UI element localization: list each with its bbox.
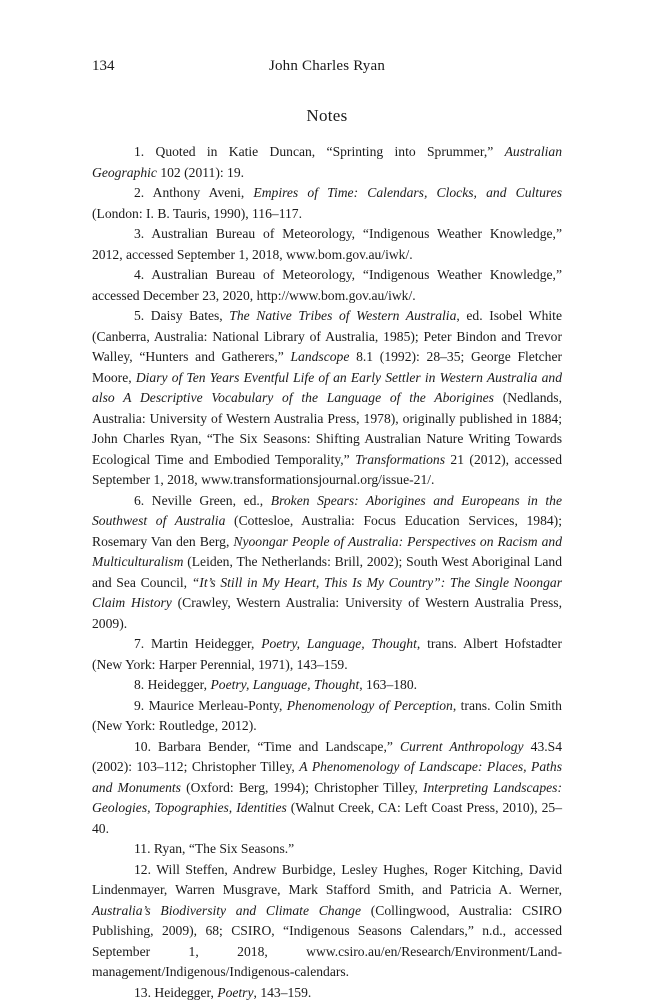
- note-italic-text: Phenomenology of Perception: [287, 698, 453, 713]
- note-text: 8.1 (1992): 28–35; George Fletcher Moore,: [92, 349, 562, 385]
- note-text: (Collingwood, Australia: CSIRO Publishing, 2009), 68; CSIRO, “Indigenous Seasons Calendars,” n.d., accessed September 1, 2018, www.csiro.au/en/Research/Environment/Land-management/Indigenous/Indigenous-calendars.: [92, 903, 562, 980]
- running-head: John Charles Ryan: [92, 58, 562, 75]
- note-4: [92, 265, 562, 306]
- note-text: 12. Will Steffen, Andrew Burbidge, Lesley Hughes, Roger Kitching, David Lindenmayer, Warren Musgrave, Mark Stafford Smith, and Patricia A. Werner,: [92, 862, 562, 898]
- note-text: , trans. Albert Hofstadter (New York: Harper Perennial, 1971), 143–159.: [92, 636, 562, 672]
- note-text: 8. Heidegger,: [134, 677, 210, 692]
- note-italic-text: Landscope: [290, 349, 349, 364]
- note-text: 11. Ryan, “The Six Seasons.”: [134, 841, 294, 856]
- note-italic-text: The Native Tribes of Western Australia: [229, 308, 456, 323]
- note-3: [92, 224, 562, 265]
- note-text: (Crawley, Western Australia: University of Western Australia Press, 2009).: [92, 595, 562, 631]
- page-number: 134: [92, 58, 115, 75]
- note-text: , trans. Colin Smith (New York: Routledge, 2012).: [92, 698, 562, 734]
- note-text: , 143–159.: [254, 985, 312, 1000]
- note-text: (Nedlands, Australia: University of Western Australia Press, 1978), originally published in 1884; John Charles Ryan, “The Six Seasons: Shifting Australian Nature Writing Towards Ecological Time and Embodied Temporality,”: [92, 390, 562, 467]
- note-text: 102 (2011): 19.: [157, 165, 244, 180]
- note-text: 9. Maurice Merleau-Ponty,: [134, 698, 287, 713]
- note-italic-text: Diary of Ten Years Eventful Life of an Early Settler in Western Australia and also A Descriptive Vocabulary of the Language of the Aborigines: [92, 370, 562, 406]
- note-italic-text: Broken Spears: Aborigines and Europeans in the Southwest of Australia: [92, 493, 562, 529]
- note-italic-text: Interpreting Landscapes: Geologies, Topographies, Identities: [92, 780, 562, 816]
- note-italic-text: Australia’s Biodiversity and Climate Change: [92, 903, 361, 918]
- note-text: 10. Barbara Bender, “Time and Landscape,”: [134, 739, 400, 754]
- note-italic-text: Poetry, Language, Thought: [210, 677, 359, 692]
- note-italic-text: Current Anthropology: [400, 739, 524, 754]
- note-11: [92, 839, 562, 860]
- note-13: [92, 983, 562, 1003]
- note-6: [92, 491, 562, 635]
- note-text: (London: I. B. Tauris, 1990), 116–117.: [92, 206, 302, 221]
- note-text: 5. Daisy Bates,: [134, 308, 229, 323]
- note-italic-text: Nyoongar People of Australia: Perspectives on Racism and Multiculturalism: [92, 534, 562, 570]
- note-9: [92, 696, 562, 737]
- note-7: [92, 634, 562, 675]
- note-text: 6. Neville Green, ed.,: [134, 493, 271, 508]
- note-text: , ed. Isobel White (Canberra, Australia: National Library of Australia, 1985); Peter Bindon and Trevor Walley, “Hunters and Gatherers,”: [92, 308, 562, 364]
- note-italic-text: Empires of Time: Calendars, Clocks, and Cultures: [253, 185, 562, 200]
- note-8: [92, 675, 562, 696]
- note-italic-text: Australian Geographic: [92, 144, 562, 180]
- note-text: 7. Martin Heidegger,: [134, 636, 261, 651]
- section-title: Notes: [92, 106, 562, 126]
- note-text: 2. Anthony Aveni,: [134, 185, 253, 200]
- note-text: (Oxford: Berg, 1994); Christopher Tilley,: [181, 780, 423, 795]
- note-text: 43.S4 (2002): 103–112; Christopher Tilley,: [92, 739, 562, 775]
- note-text: (Walnut Creek, CA: Left Coast Press, 2010), 25–40.: [92, 800, 562, 836]
- note-12: [92, 860, 562, 983]
- note-text: 4. Australian Bureau of Meteorology, “Indigenous Weather Knowledge,” accessed December 23, 2020, http://www.bom.gov.au/iwk/.: [92, 267, 562, 303]
- note-italic-text: Poetry: [217, 985, 253, 1000]
- note-text: 3. Australian Bureau of Meteorology, “Indigenous Weather Knowledge,” 2012, accessed September 1, 2018, www.bom.gov.au/iwk/.: [92, 226, 562, 262]
- note-text: (Leiden, The Netherlands: Brill, 2002); South West Aboriginal Land and Sea Council,: [92, 554, 562, 590]
- note-italic-text: A Phenomenology of Landscape: Places, Paths and Monuments: [92, 759, 562, 795]
- notes-list: [92, 142, 562, 1003]
- note-1: [92, 142, 562, 183]
- note-10: [92, 737, 562, 840]
- note-5: [92, 306, 562, 491]
- note-text: 1. Quoted in Katie Duncan, “Sprinting into Sprummer,”: [134, 144, 505, 159]
- note-text: , 163–180.: [359, 677, 417, 692]
- note-2: [92, 183, 562, 224]
- note-text: 21 (2012), accessed September 1, 2018, www.transformationsjournal.org/issue-21/.: [92, 452, 562, 488]
- page-header: [92, 58, 562, 82]
- note-text: 13. Heidegger,: [134, 985, 217, 1000]
- note-italic-text: “It’s Still in My Heart, This Is My Country”: The Single Noongar Claim History: [92, 575, 562, 611]
- note-italic-text: Poetry, Language, Thought: [261, 636, 417, 651]
- note-italic-text: Transformations: [355, 452, 445, 467]
- note-text: (Cottesloe, Australia: Focus Education Services, 1984); Rosemary Van den Berg,: [92, 513, 562, 549]
